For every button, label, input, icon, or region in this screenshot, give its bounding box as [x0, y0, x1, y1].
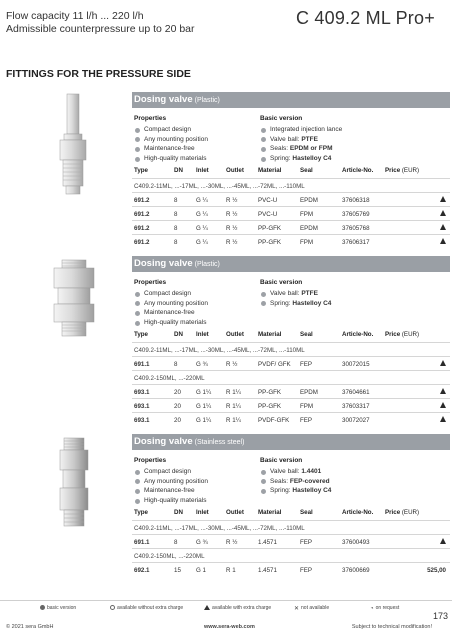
- section-title: FITTINGS FOR THE PRESSURE SIDE: [6, 68, 191, 80]
- table-row: 692.1 15 G 1 R 1 1.4571 FEP 37600669 525,00: [132, 562, 450, 576]
- col-dn: DN: [174, 331, 183, 338]
- col-article: Article-No.: [342, 167, 374, 174]
- legend-item: ✕ not available: [294, 605, 330, 612]
- table-row-note: C409.2-11ML, ...-17ML, ...-30ML, ...-45ML, ...-72ML, ...-110ML: [132, 178, 450, 192]
- table-row: 693.1 20 G 1¼ R 1¼ PP-GFK FPM 37603317: [132, 398, 450, 412]
- table-row: 693.1 20 G 1¼ R 1¼ PVDF-GFK FEP 30072027: [132, 412, 450, 426]
- counterpressure-text: Admissible counterpressure up to 20 bar: [6, 23, 195, 35]
- col-inlet: Inlet: [196, 331, 209, 338]
- col-type: Type: [134, 331, 148, 338]
- legend: [0, 600, 452, 612]
- basic-item: Spring: Hastelloy C4: [260, 299, 331, 309]
- property-item: High-quality materials: [134, 318, 208, 328]
- properties-heading: Properties: [134, 279, 167, 286]
- basic-item: Valve ball: 1.4401: [260, 467, 331, 477]
- table-row-note: C409.2-11ML, ...-17ML, ...-30ML, ...-45ML, ...-72ML, ...-110ML: [132, 520, 450, 534]
- triangle-icon: [440, 388, 446, 394]
- property-item: Any mounting position: [134, 299, 208, 309]
- basic-item: Valve ball: PTFE: [260, 135, 342, 145]
- table-row: 691.2 8 G ¼ R ½ PVC-U FPM 37605769: [132, 206, 450, 220]
- basic-version-heading: Basic version: [260, 115, 303, 122]
- property-item: Compact design: [134, 125, 208, 135]
- basic-item: Spring: Hastelloy C4: [260, 154, 342, 164]
- col-article: Article-No.: [342, 509, 374, 516]
- basic-version-list: [260, 125, 342, 164]
- property-item: Maintenance-free: [134, 308, 208, 318]
- table-row: 691.2 8 G ¼ R ½ PVC-U EPDM 37606318: [132, 192, 450, 206]
- filled-dot-icon: [40, 605, 45, 610]
- basic-version-list: [260, 467, 331, 496]
- block-3-title: Dosing valve (Stainless steel): [134, 436, 245, 447]
- flow-capacity-text: Flow capacity 11 l/h ... 220 l/h: [6, 10, 144, 22]
- triangle-icon: [440, 538, 446, 544]
- table-row-note: C409.2-11ML, ...-17ML, ...-30ML, ...-45ML, ...-72ML, ...-110ML: [132, 342, 450, 356]
- legend-item: available without extra charge: [110, 605, 183, 611]
- basic-item: Seals: EPDM or FPM: [260, 144, 342, 154]
- col-price: Price (EUR): [385, 331, 420, 338]
- table-row: 691.2 8 G ¼ R ½ PP-GFK FPM 37606317: [132, 234, 450, 248]
- table-row: 691.1 8 G ¾ R ½ PVDF/ GFK FEP 30072015: [132, 356, 450, 370]
- property-item: Compact design: [134, 467, 208, 477]
- col-material: Material: [258, 509, 282, 516]
- legend-item: ◔ on request: [370, 605, 400, 612]
- property-item: Maintenance-free: [134, 486, 208, 496]
- legend-item: available with extra charge: [204, 605, 271, 611]
- triangle-icon: [440, 360, 446, 366]
- property-item: Any mounting position: [134, 135, 208, 145]
- cross-icon: ✕: [294, 606, 300, 612]
- col-dn: DN: [174, 509, 183, 516]
- empty-circle-icon: [110, 605, 115, 610]
- col-article: Article-No.: [342, 331, 374, 338]
- col-price: Price (EUR): [385, 509, 420, 516]
- basic-version-list: [260, 289, 331, 308]
- triangle-icon: [440, 416, 446, 422]
- property-item: Maintenance-free: [134, 144, 208, 154]
- properties-list: [134, 467, 208, 506]
- col-seal: Seal: [300, 167, 313, 174]
- properties-list: [134, 125, 208, 164]
- triangle-icon: [440, 196, 446, 202]
- table-row-note: C409.2-150ML, ...-220ML: [132, 370, 450, 384]
- col-type: Type: [134, 167, 148, 174]
- col-outlet: Outlet: [226, 331, 244, 338]
- table-row: 693.1 20 G 1¼ R 1¼ PP-GFK EPDM 37604661: [132, 384, 450, 398]
- triangle-icon: [204, 605, 210, 610]
- basic-version-heading: Basic version: [260, 279, 303, 286]
- basic-item: Seals: FEP-covered: [260, 477, 331, 487]
- col-outlet: Outlet: [226, 167, 244, 174]
- property-item: High-quality materials: [134, 154, 208, 164]
- triangle-icon: [440, 238, 446, 244]
- table-row: 691.2 8 G ¼ R ½ PP-GFK EPDM 37605768: [132, 220, 450, 234]
- block-2-title: Dosing valve (Plastic): [134, 258, 220, 269]
- dosing-valve-plastic-lance-image: [54, 92, 94, 200]
- basic-item: Valve ball: PTFE: [260, 289, 331, 299]
- triangle-icon: [440, 402, 446, 408]
- basic-version-heading: Basic version: [260, 457, 303, 464]
- product-title: C 409.2 ML Pro+: [296, 8, 435, 28]
- col-seal: Seal: [300, 509, 313, 516]
- basic-item: Integrated injection lance: [260, 125, 342, 135]
- properties-heading: Properties: [134, 115, 167, 122]
- copyright: © 2021 sera GmbH: [6, 624, 54, 630]
- table-row-note: C409.2-150ML, ...-220ML: [132, 548, 450, 562]
- basic-item: Spring: Hastelloy C4: [260, 486, 331, 496]
- col-seal: Seal: [300, 331, 313, 338]
- col-material: Material: [258, 331, 282, 338]
- triangle-icon: [440, 224, 446, 230]
- table-row: 691.1 8 G ¾ R ½ 1.4571 FEP 37600493: [132, 534, 450, 548]
- col-price: Price (EUR): [385, 167, 420, 174]
- dosing-valve-plastic-image: [46, 258, 102, 342]
- website-link[interactable]: www.sera-web.com: [204, 624, 255, 630]
- triangle-icon: [440, 210, 446, 216]
- dosing-valve-stainless-steel-image: [54, 436, 94, 530]
- legend-item: basic version: [40, 605, 76, 611]
- block-1-title: Dosing valve (Plastic): [134, 94, 220, 105]
- properties-list: [134, 289, 208, 328]
- on-request-icon: ◔: [370, 606, 374, 612]
- disclaimer: Subject to technical modification!: [351, 624, 432, 630]
- property-item: Compact design: [134, 289, 208, 299]
- header-subtitle: [6, 10, 195, 36]
- properties-heading: Properties: [134, 457, 167, 464]
- col-dn: DN: [174, 167, 183, 174]
- col-inlet: Inlet: [196, 509, 209, 516]
- property-item: Any mounting position: [134, 477, 208, 487]
- page-number: 173: [432, 611, 448, 621]
- col-inlet: Inlet: [196, 167, 209, 174]
- col-type: Type: [134, 509, 148, 516]
- price-value: 525,00: [427, 566, 446, 574]
- col-material: Material: [258, 167, 282, 174]
- property-item: High-quality materials: [134, 496, 208, 506]
- col-outlet: Outlet: [226, 509, 244, 516]
